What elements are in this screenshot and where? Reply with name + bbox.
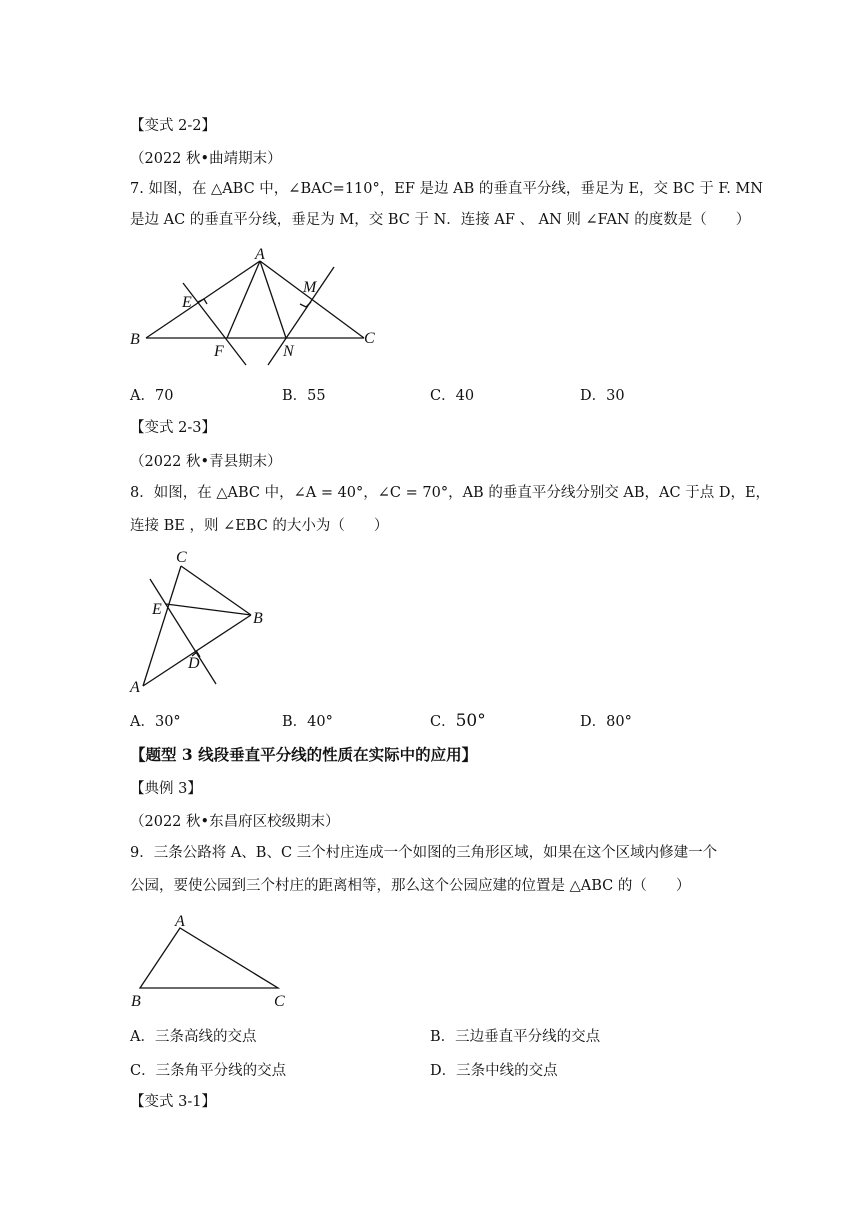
point-label-b: B — [253, 610, 263, 627]
point-label-n: N — [283, 343, 294, 360]
option-c-value: 50° — [455, 711, 486, 731]
section-heading: 【题型 3 线段垂直平分线的性质在实际中的应用】 — [130, 745, 478, 764]
point-label-b: B — [131, 993, 141, 1010]
triangle-figure-q9 — [128, 910, 298, 1010]
question-line: 8．如图，在 △ABC 中，∠A = 40°，∠C = 70°，AB 的垂直平分线分别交 AB，AC 于点 D，E， — [130, 485, 771, 501]
option-c-label: C． — [430, 714, 456, 730]
point-label-c: C — [364, 330, 375, 347]
example-tag: 【典例 3】 — [130, 781, 202, 797]
question-line: 7. 如图，在 △ABC 中，∠BAC=110°，EF 是边 AB 的垂直平分线，垂足为 E，交 BC 于 F. MN — [130, 181, 763, 197]
variant-tag: 【变式 3-1】 — [130, 1094, 216, 1110]
option-c[interactable]: C．三条角平分线的交点 — [130, 1063, 287, 1079]
segment-an — [260, 261, 286, 338]
right-angle-mark — [300, 302, 311, 307]
point-label-a: A — [175, 913, 185, 930]
point-label-b: B — [130, 331, 140, 348]
option-d[interactable]: D．80° — [580, 714, 632, 730]
point-label-a: A — [130, 679, 140, 696]
point-label-e: E — [182, 294, 192, 311]
source-note: （2022 秋•曲靖期末） — [130, 151, 282, 167]
option-c[interactable]: C．40 — [430, 388, 475, 404]
variant-tag: 【变式 2-3】 — [130, 420, 216, 436]
triangle-figure-q8 — [128, 548, 278, 698]
point-label-d: D — [188, 655, 200, 672]
segment-ab — [143, 615, 251, 686]
option-a[interactable]: A．30° — [130, 714, 181, 730]
option-d[interactable]: D．30 — [580, 388, 625, 404]
option-d[interactable]: D．三条中线的交点 — [430, 1063, 558, 1079]
triangle-figure-q7 — [128, 243, 388, 373]
option-a[interactable]: A．三条高线的交点 — [130, 1029, 257, 1045]
segment-ca — [143, 566, 181, 686]
point-label-e: E — [152, 601, 162, 618]
option-b[interactable]: B．三边垂直平分线的交点 — [430, 1029, 601, 1045]
question-line: 9．三条公路将 A、B、C 三个村庄连成一个如图的三角形区域，如果在这个区域内修建一个 — [130, 845, 718, 861]
triangle-abc — [140, 928, 278, 988]
point-label-c: C — [274, 993, 285, 1010]
point-label-m: M — [303, 279, 317, 296]
option-b[interactable]: B．55 — [282, 388, 326, 404]
question-line: 是边 AC 的垂直平分线，垂足为 M，交 BC 于 N．连接 AF 、 AN 则 ∠FAN 的度数是（ ） — [130, 212, 751, 228]
question-line: 连接 BE ，则 ∠EBC 的大小为（ ） — [130, 518, 389, 534]
option-b[interactable]: B．40° — [282, 714, 333, 730]
variant-tag: 【变式 2-2】 — [130, 118, 216, 134]
point-label-a: A — [255, 246, 265, 263]
question-line: 公园，要使公园到三个村庄的距离相等，那么这个公园应建的位置是 △ABC 的（ ） — [130, 878, 691, 894]
option-a[interactable]: A．70 — [130, 388, 174, 404]
source-note: （2022 秋•东昌府区校级期末） — [130, 814, 340, 830]
point-label-c: C — [176, 549, 187, 566]
option-c[interactable] — [430, 710, 486, 731]
point-label-f: F — [214, 343, 224, 360]
source-note: （2022 秋•青县期末） — [130, 454, 282, 470]
